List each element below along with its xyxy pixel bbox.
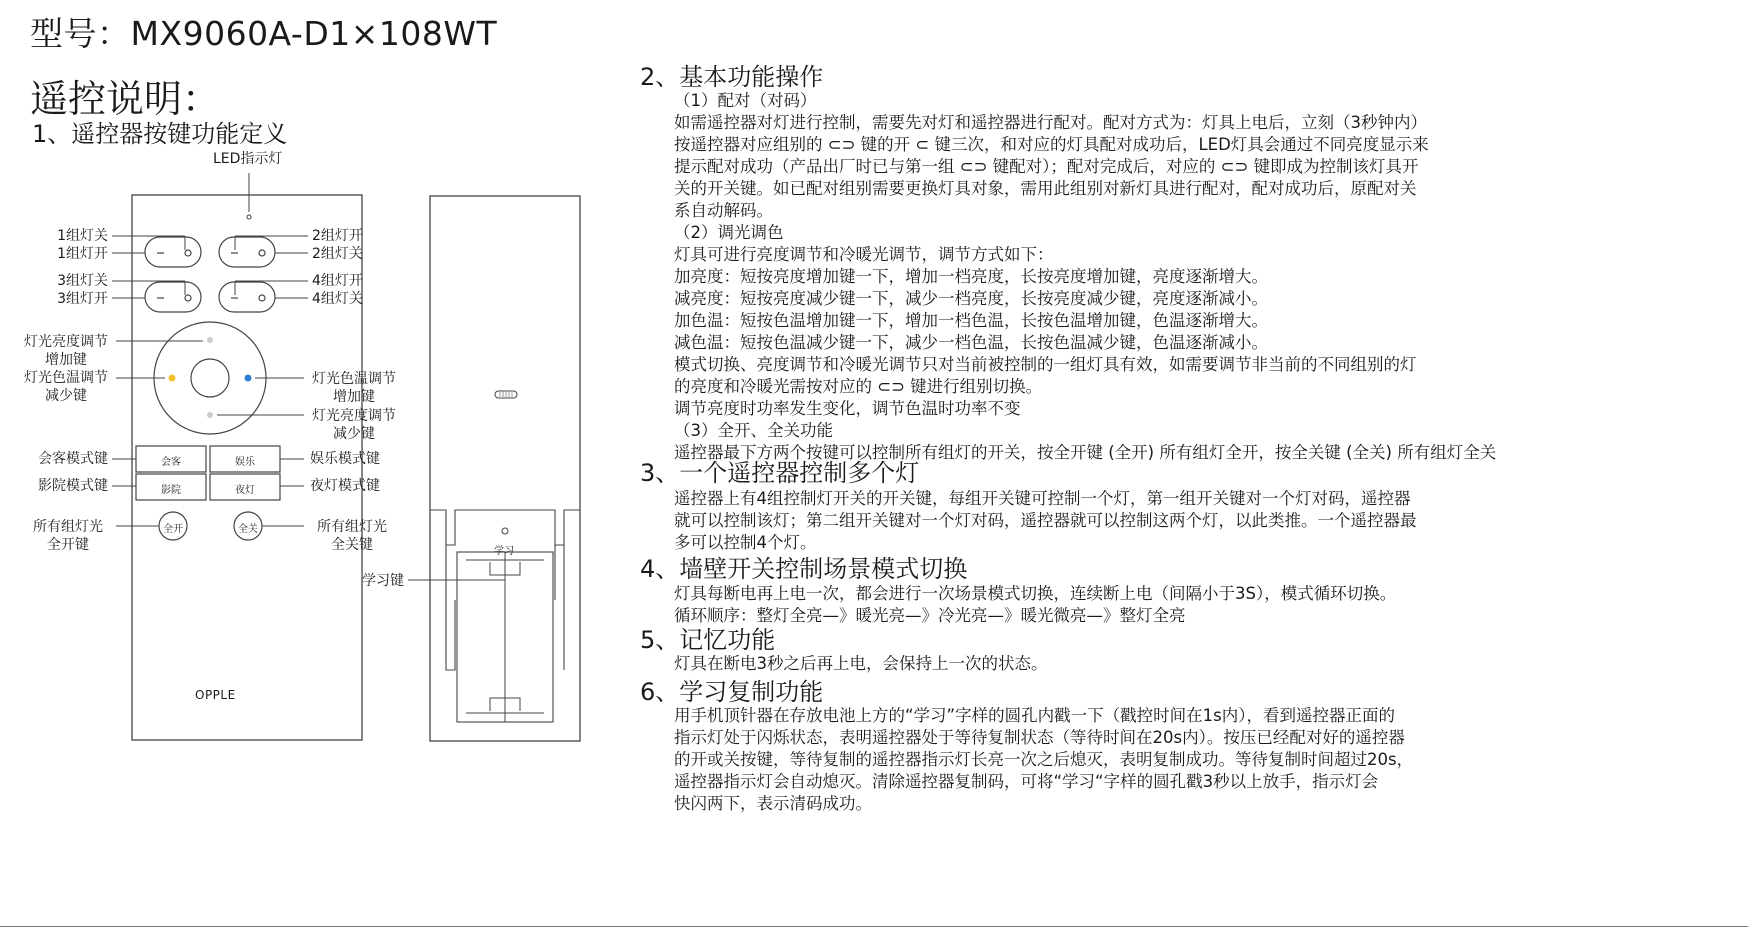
label-nightlight-mode: 夜灯模式键 [310, 478, 380, 494]
section-3-title: 3、一个遥控器控制多个灯 [640, 459, 920, 487]
all-on-btn-label: 全开 [163, 524, 183, 535]
section-6-body: 用手机顶针器在存放电池上方的“学习”字样的圆孔内戳一下（戳控时间在1s内），看到遥控器正面的 指示灯处于闪烁状态，表明遥控器处于等待复制状态（等待时间在20s内）。按压已经配对好的遥控器 的开或关按键，等待复制的遥控器指示灯长亮一次之后熄灭，表明复制成功。等待复制时间超过20s， 遥控器指示灯会自动熄灭。清除遥控器复制码，可将“学习“字样的圆孔戳3秒以上放手，指示灯会 快闪两下，表示清码成功。 [674, 706, 1414, 813]
label-brightness-down: 灯光亮度调节 减少键 [312, 408, 396, 442]
section-1-title: 1、遥控器按键功能定义 [32, 120, 288, 148]
group2-key [219, 237, 275, 267]
label-warm-up: 灯光色温调节 增加键 [312, 371, 396, 405]
learn-hole-label: 学习 [494, 546, 514, 557]
remote-back-diagram [410, 180, 650, 750]
brand-logo: OPPLE [195, 688, 236, 702]
label-group4-on: 4组灯开 [312, 273, 363, 289]
mode-btn-entertainment: 娱乐 [235, 457, 255, 468]
label-group2-off: 2组灯关 [312, 246, 363, 262]
learn-key-leader [398, 560, 508, 590]
label-warm-down: 灯光色温调节 减少键 [24, 370, 108, 404]
mode-btn-nightlight: 夜灯 [235, 485, 255, 496]
group3-key [145, 282, 201, 312]
page-title: 遥控说明： [30, 77, 221, 121]
warm-light-icon [169, 375, 176, 382]
led-label: LED指示灯 [213, 151, 283, 167]
cool-light-icon [245, 375, 252, 382]
label-all-off: 所有组灯光 全关键 [317, 519, 387, 553]
brightness-down-icon [207, 412, 213, 418]
all-off-btn-label: 全关 [238, 524, 258, 535]
label-group4-off: 4组灯关 [312, 291, 363, 307]
group4-key [219, 282, 275, 312]
section-2-title: 2、基本功能操作 [640, 63, 824, 91]
section-5-body: 灯具在断电3秒之后再上电，会保持上一次的状态。 [674, 654, 1048, 673]
model-number: 型号：MX9060A-D1×108WT [30, 14, 498, 53]
section-2-body: （1）配对（对码） 如需遥控器对灯进行控制，需要先对灯和遥控器进行配对。配对方式为：灯具上电后，立刻（3秒钟内） 按遥控器对应组别的 ⊂⊃ 键的开 ⊂ 键三次，和对应的灯具配对成功后，LED灯具会通过不同亮度显示来 提示配对成功（产品出厂时已与第一组 ⊂⊃ 键配对）；配对完成后，对应的 ⊂⊃ 键即成为控制该灯具开 关的开关键。如已配对组别需要更换灯具对象，需用此组别对新灯具进行配对，配对成功后，原配对关 系自动解码。 （2）调光调色 灯具可进行亮度调节和冷暖光调节，调节方式如下： 加亮度：短按亮度增加键一下，增加一档亮度，长按亮度增加键，亮度逐渐增大。 减亮度：短按亮度减少键一下，减少一档亮度，长按亮度减少键，亮度逐渐减小。 加色温：短按色温增加键一下，增加一档色温，长按色温增加键，色温逐渐增大。 减色温：短按色温减少键一下，减少一档色温，长按色温减少键，色温逐渐减小。 模式切换、亮度调节和冷暖光调节只对当前被控制的一组灯具有效，如需要调节非当前的不同组别的灯 的亮度和冷暖光需按对应的 ⊂⊃ 键进行组别切换。 调节亮度时功率发生变化，调节色温时功率不变 （3）全开、全关功能 遥控器最下方两个按键可以控制所有组灯的开关，按全开键 (全开) 所有组灯全开，按全关键 (全关) 所有组灯全关 [674, 91, 1497, 462]
section-5-title: 5、记忆功能 [640, 626, 776, 654]
section-4-title: 4、墙壁开关控制场景模式切换 [640, 555, 968, 583]
label-all-on: 所有组灯光 全开键 [33, 519, 103, 553]
label-group3-off: 3组灯关 [57, 273, 108, 289]
learn-key-label: 学习键 [362, 573, 404, 589]
mode-btn-cinema: 影院 [161, 485, 181, 496]
label-brightness-up: 灯光亮度调节 增加键 [24, 334, 108, 368]
section-4-body: 灯具每断电再上电一次，都会进行一次场景模式切换，连续断上电（间隔小于3S），模式循环切换。 循环顺序：整灯全亮—》暖光亮—》冷光亮—》暖光微亮—》整灯全亮 [674, 584, 1397, 625]
section-3-body: 遥控器上有4组控制灯开关的开关键，每组开关键可控制一个灯，第一组开关键对一个灯对码，遥控器 就可以控制该灯；第二组开关键对一个灯对码，遥控器就可以控制这两个灯，以此类推。一个遥控器最 多可以控制4个灯。 [674, 489, 1417, 552]
label-group2-on: 2组灯开 [312, 228, 363, 244]
label-group3-on: 3组灯开 [57, 291, 108, 307]
label-reception-mode: 会客模式键 [38, 451, 108, 467]
label-group1-off: 1组灯关 [57, 228, 108, 244]
group1-key [145, 237, 201, 267]
section-6-title: 6、学习复制功能 [640, 678, 824, 706]
label-entertainment-mode: 娱乐模式键 [310, 451, 380, 467]
bottom-divider [0, 926, 1748, 927]
label-cinema-mode: 影院模式键 [38, 478, 108, 494]
brightness-up-icon [207, 337, 213, 343]
center-key [191, 359, 229, 397]
label-group1-on: 1组灯开 [57, 246, 108, 262]
mode-btn-reception: 会客 [161, 457, 181, 468]
